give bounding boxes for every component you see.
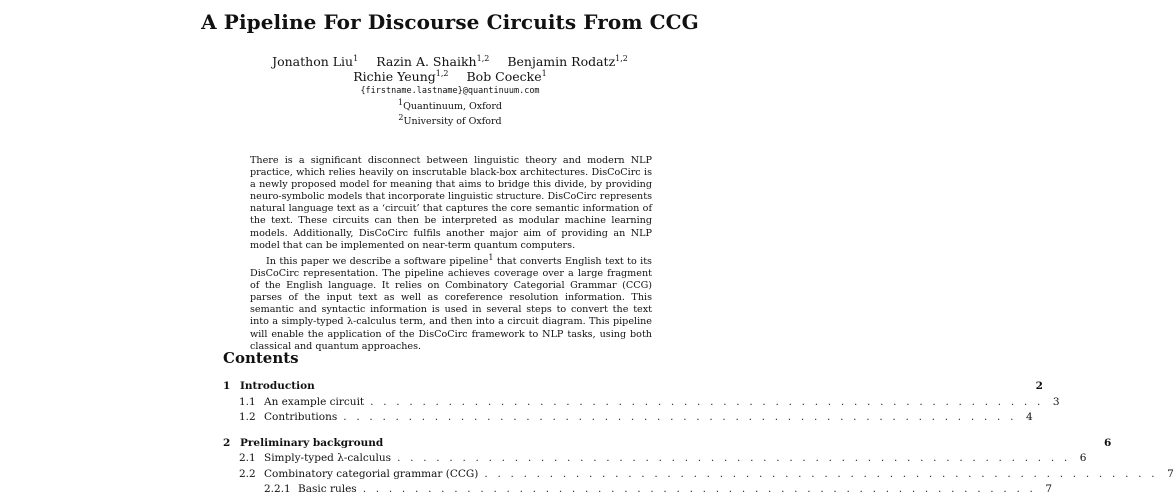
contents-heading: Contents xyxy=(223,349,299,367)
author-list-row-2 xyxy=(0,69,900,84)
affiliation: $^1$Quantinuum, Oxford xyxy=(397,98,503,113)
toc-entry-preliminary-background[interactable]: 2 Preliminary background 6 xyxy=(223,437,1112,449)
toc-leader: . . . . . . . . . . . . . . . . . . . . . . . . . . . . . . . . . . . . . . . . . . . . . . . . . . . . xyxy=(362,483,1037,495)
author-list-row-1 xyxy=(0,54,900,69)
toc-leader: . . . . . . . . . . . . . . . . . . . . . . . . . . . . . . . . . . . . . . . . . . . . . . . . . . . . xyxy=(370,396,1044,408)
author: Bob Coecke$^1$ xyxy=(466,69,547,85)
affiliation: $^2$University of Oxford xyxy=(398,113,502,128)
abstract-paragraph: There is a significant disconnect between linguistic theory and modern NLP practice, which relies heavily on inscrutable black-box architectures. DisCoCirc is a newly proposed model for meaning that aims to bridge this divide, by providing neuro-symbolic models that incorporate linguistic structure. DisCoCirc represents natural language text as a ‘circuit’ that captures the core semantic information of the text. These circuits can then be interpreted as modular machine learning models. Additionally, DisCoCirc fulfils another major aim of providing an NLP model that can be implemented on near-term quantum computers. xyxy=(250,155,652,251)
footnote-marker[interactable]: 1 xyxy=(488,252,494,262)
paper-title: A Pipeline For Discourse Circuits From CCG xyxy=(201,10,699,34)
toc-entry-example-circuit[interactable]: 1.1 An example circuit . . . . . . . . . . . . . . . . . . . . . . . . . . . . . . . . . . . . . . . . . . . . . . . . . . . . 3 xyxy=(239,396,1060,408)
toc-entry-basic-rules[interactable]: 2.2.1 Basic rules . . . . . . . . . . . . . . . . . . . . . . . . . . . . . . . . . . . . . . . . . . . . . . . . . . . . 7 xyxy=(264,483,1053,495)
author: Razin A. Shaikh$^{1,2}$ xyxy=(376,54,490,70)
abstract xyxy=(250,155,652,353)
toc-entry-contributions[interactable]: 1.2 Contributions . . . . . . . . . . . . . . . . . . . . . . . . . . . . . . . . . . . . . . . . . . . . . . . . . . . . 4 xyxy=(239,411,1033,423)
author: Benjamin Rodatz$^{1,2}$ xyxy=(507,54,628,70)
author: Richie Yeung$^{1,2}$ xyxy=(353,69,449,85)
toc-leader: . . . . . . . . . . . . . . . . . . . . . . . . . . . . . . . . . . . . . . . . . . . . . . . . . . . . xyxy=(484,468,1158,480)
author-email: {firstname.lastname}@quantinuum.com xyxy=(360,86,540,96)
toc-leader: . . . . . . . . . . . . . . . . . . . . . . . . . . . . . . . . . . . . . . . . . . . . . . . . . . . . xyxy=(343,411,1017,423)
toc-leader: . . . . . . . . . . . . . . . . . . . . . . . . . . . . . . . . . . . . . . . . . . . . . . . . . . . . xyxy=(397,452,1071,464)
toc-entry-lambda-calculus[interactable]: 2.1 Simply-typed λ-calculus . . . . . . . . . . . . . . . . . . . . . . . . . . . . . . . . . . . . . . . . . . . . . . . . . . . . 6 xyxy=(239,452,1087,464)
author: Jonathon Liu$^1$ xyxy=(272,54,359,70)
abstract-paragraph: In this paper we describe a software pipeline$^1$ that converts English text to its DisCoCirc representation. The pipeline achieves coverage over a large fragment of the English language. It relies on Combinatory Categorial Grammar (CCG) parses of the input text as well as coreference resolution information. This semantic and syntactic information is used in several steps to convert the text into a simply-typed λ-calculus term, and then into a circuit diagram. This pipeline will enable the application of the DisCoCirc framework to NLP tasks, using both classical and quantum approaches. xyxy=(250,252,652,352)
toc-entry-introduction[interactable]: 1 Introduction 2 xyxy=(223,380,1043,392)
toc-entry-ccg[interactable]: 2.2 Combinatory categorial grammar (CCG) . . . . . . . . . . . . . . . . . . . . . . . . . . . . . . . . . . . . . . . . . . . . . . . . . . . . 7 xyxy=(239,468,1174,480)
